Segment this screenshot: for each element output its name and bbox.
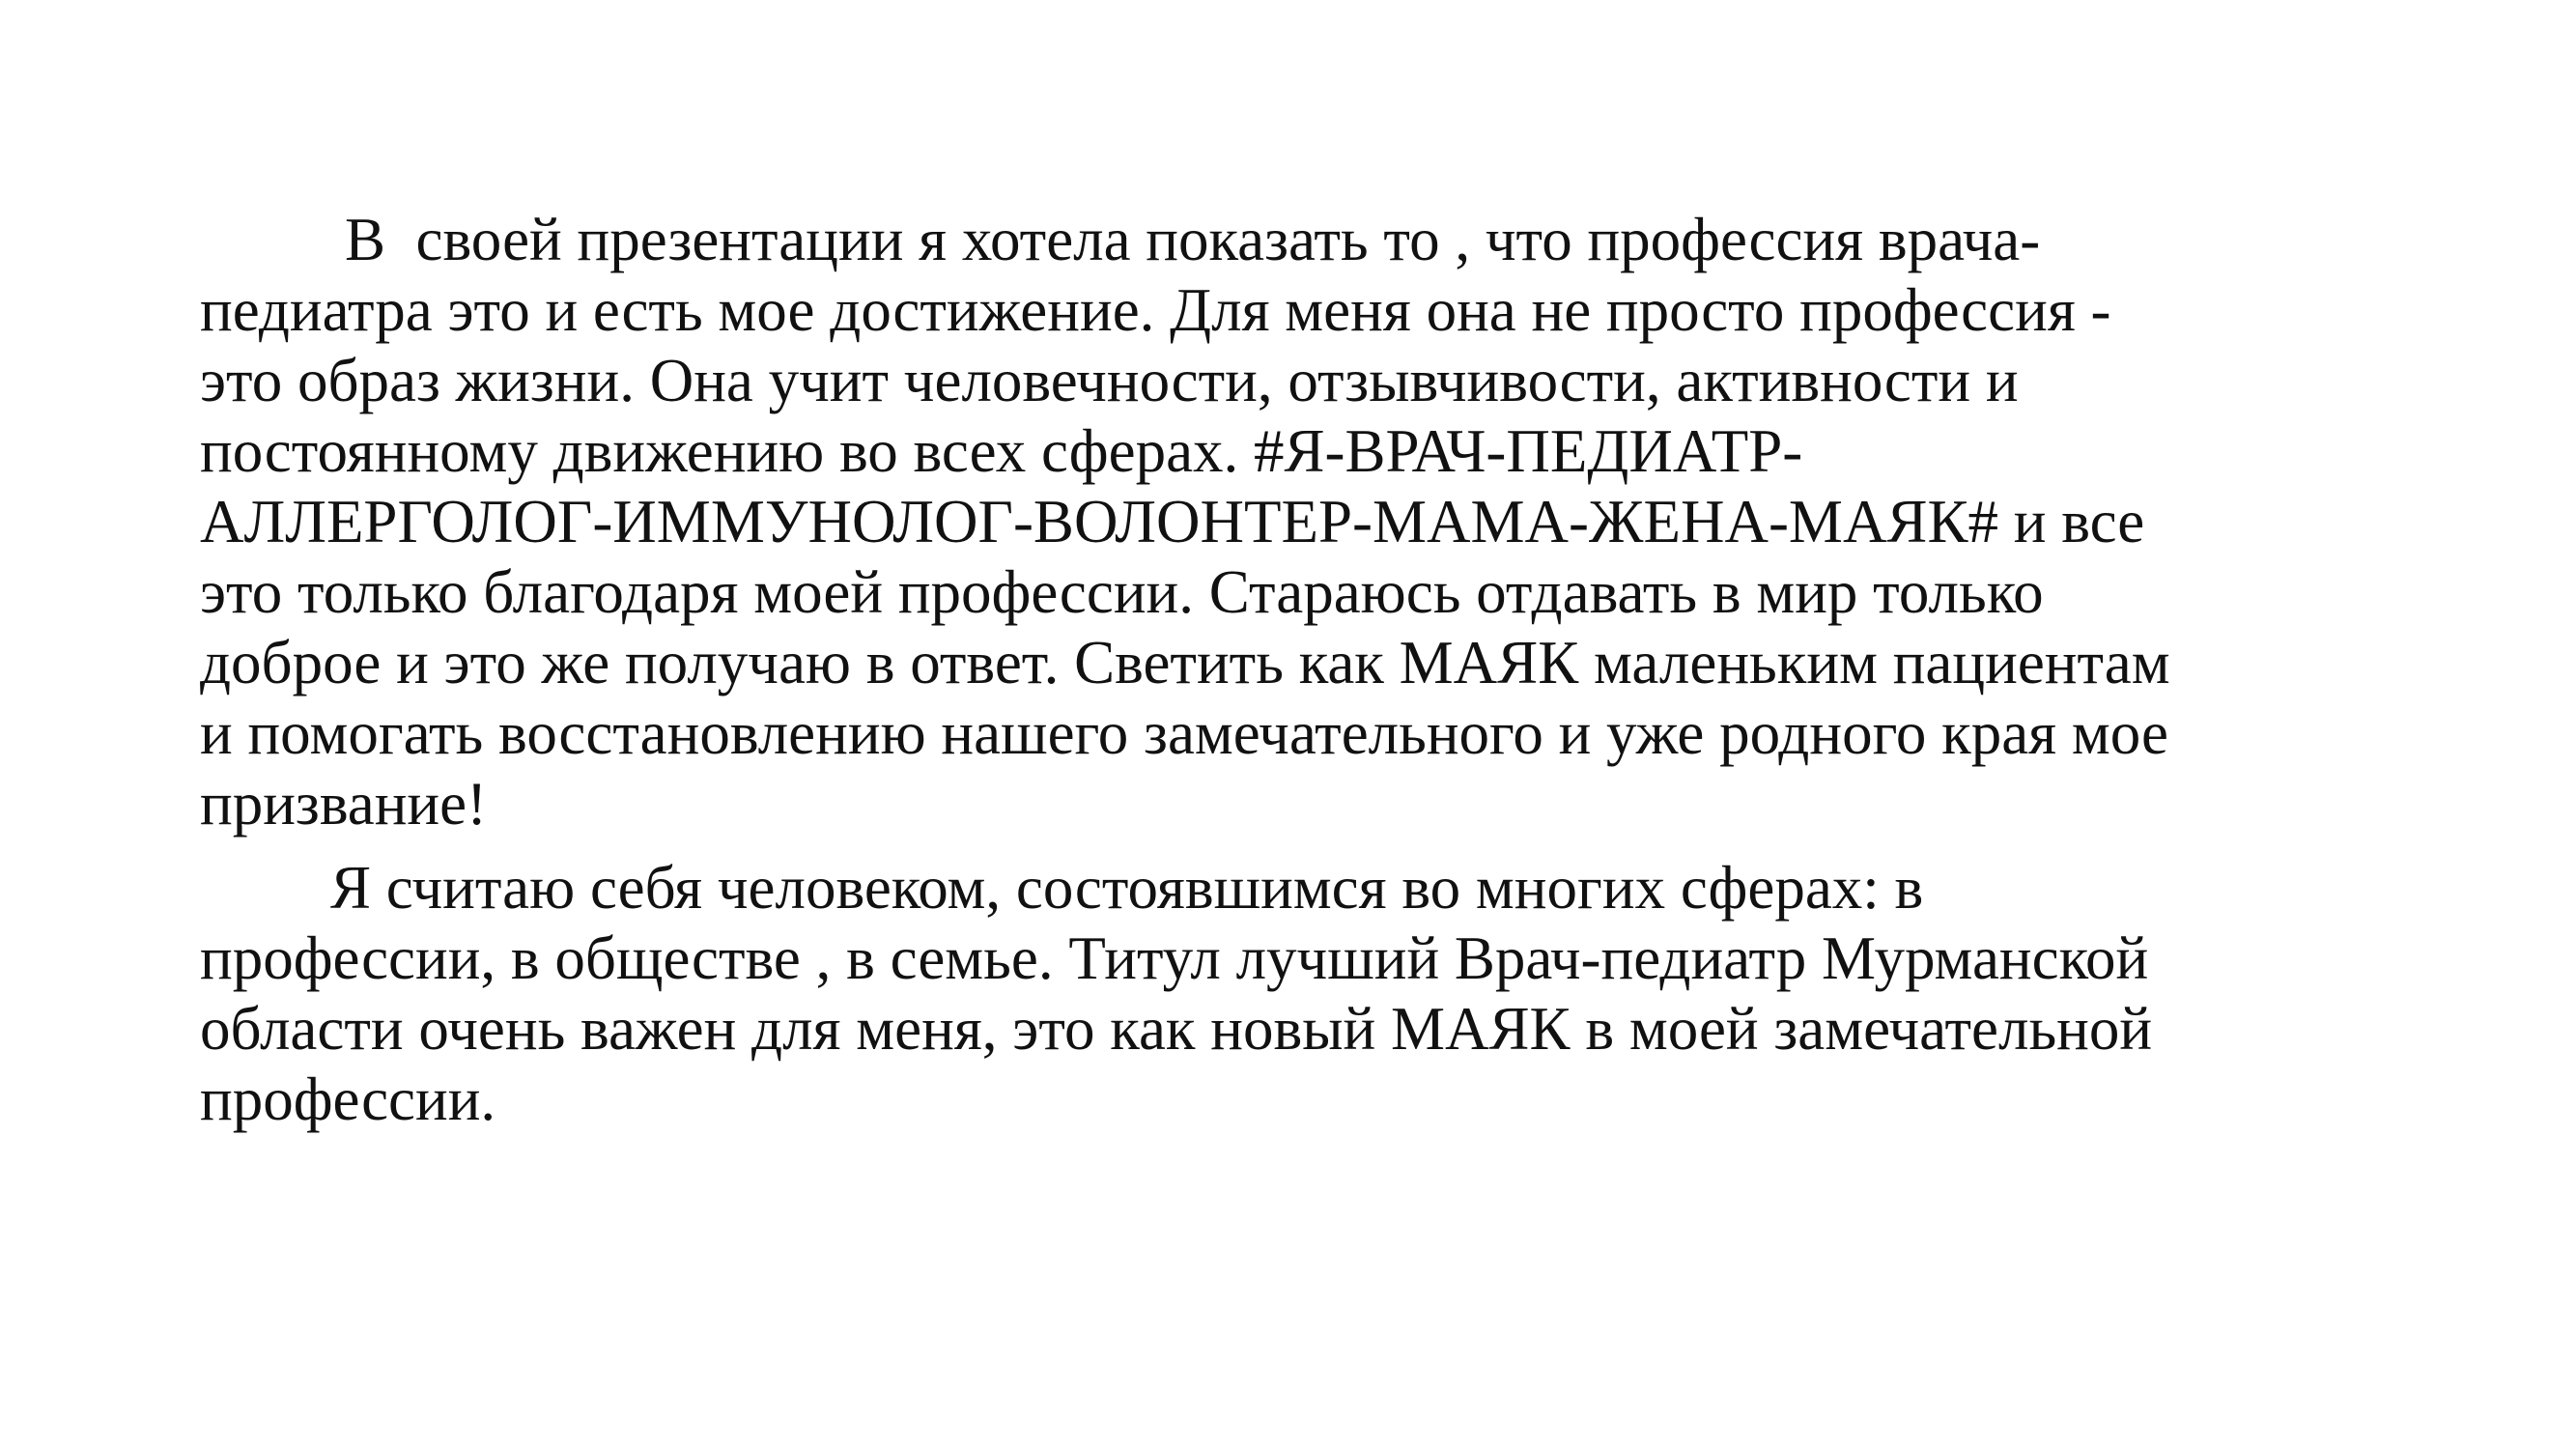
text-line: и помогать восстановлению нашего замечательного и уже родного края мое: [200, 699, 2168, 767]
text-line: это образ жизни. Она учит человечности, отзывчивости, активности и: [200, 347, 2019, 414]
slide-text-block: [200, 205, 2383, 1135]
text-line: профессии, в обществе , в семье. Титул лучший Врач-педиатр Мурманской: [200, 924, 2149, 992]
text-line: это только благодаря моей профессии. Стараюсь отдавать в мир только: [200, 558, 2044, 626]
text-line: области очень важен для меня, это как новый МАЯК в моей замечательной: [200, 995, 2153, 1063]
paragraph-2: [200, 853, 2383, 1135]
text-line: постоянному движению во всех сферах. #Я-ВРАЧ-ПЕДИАТР-: [200, 417, 1803, 485]
text-line: педиатра это и есть мое достижение. Для меня она не просто профессия -: [200, 276, 2111, 344]
text-line: Я считаю себя человеком, состоявшимся во многих сферах: в: [330, 854, 1924, 922]
text-line: В своей презентации я хотела показать то , что профессия врача-: [345, 206, 2041, 273]
paragraph-spacing: [200, 839, 2383, 853]
paragraph-1: [200, 205, 2383, 839]
text-line: доброе и это же получаю в ответ. Светить как МАЯК маленьким пациентам: [200, 629, 2170, 696]
text-line: АЛЛЕРГОЛОГ-ИММУНОЛОГ-ВОЛОНТЕР-МАМА-ЖЕНА-МАЯК# и все: [200, 488, 2145, 555]
text-line: профессии.: [200, 1065, 496, 1133]
text-line: призвание!: [200, 770, 488, 838]
